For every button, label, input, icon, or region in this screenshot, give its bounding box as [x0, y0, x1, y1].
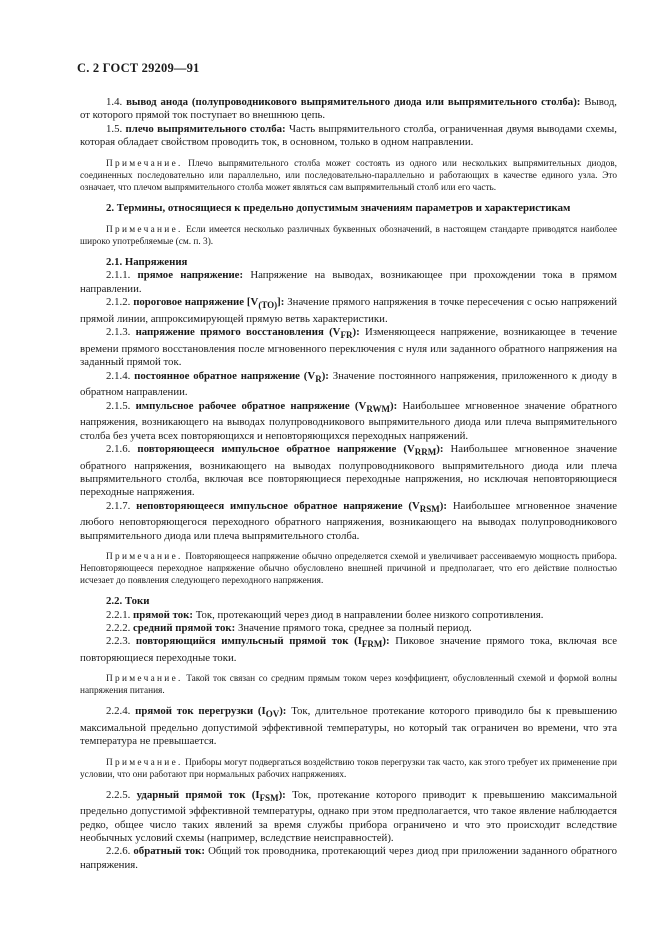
term — [137, 442, 444, 458]
definition: Значение прямого тока, среднее за полный период. — [237, 621, 472, 634]
item-number: 2.2.6. — [106, 845, 131, 858]
term — [135, 705, 287, 720]
item-number: 2.1.2. — [106, 296, 131, 309]
note-5 — [80, 757, 617, 781]
section-2-heading: 2. Термины, относящиеся к предельно допустимым значениям параметров и характеристикам — [106, 201, 571, 214]
term-end: ): — [436, 442, 444, 455]
note-label: Примечание. — [106, 158, 183, 169]
note-text: Приборы могут подвергаться воздействию токов перегрузки так часто, как этого требует их применение при условии, что они работают при нормальных рабочих напряжениях. — [80, 757, 617, 780]
definition: Наибольшее мгновенное значение обратного напряжения, возникающего на выводах полупроводникового выпрямительного диода или плеча выпрямительного столба без учета всех повторяющихся и неповторяющихся переходных напряжений. — [80, 399, 618, 442]
item-2-1-4 — [80, 370, 617, 400]
term — [136, 400, 398, 412]
note-text: Плечо выпрямительного столба может состоять из одного или нескольких выпрямительных диодов, соединенных последовательно или параллельно, или последовательно-параллельно и работающих в качестве единого узла. Это означает, что плечом выпрямительного столба может являться сам выпрямительный столб или его часть. — [80, 158, 617, 193]
definition: Общий ток проводника, протекающий через диод при приложении заданного обратного напряжения. — [80, 845, 617, 871]
item-number: 2.1.3. — [106, 326, 131, 339]
term-subscript: RRM — [414, 447, 437, 458]
term-subscript: RWM — [366, 403, 390, 414]
note-2 — [80, 224, 617, 248]
note-label: Примечание. — [106, 674, 183, 685]
term — [137, 789, 286, 801]
term-text: напряжение прямого восстановления (V — [135, 326, 341, 339]
item-2-2-3 — [80, 635, 617, 665]
item-number: 2.1.7. — [106, 499, 131, 512]
term-subscript: RSM — [419, 503, 440, 514]
term-text: повторяющееся импульсное обратное напряжение (V — [137, 442, 415, 455]
term-end: ): — [279, 705, 287, 718]
item-number: 2.1.1. — [106, 269, 131, 282]
item-number: 2.2.4. — [106, 705, 131, 718]
item-2-2-2 — [80, 622, 617, 635]
term — [134, 370, 329, 382]
definition: Пиковое значение прямого тока, включая все повторяющиеся переходные токи. — [80, 635, 618, 664]
term-subscript: R — [315, 373, 322, 384]
note-label: Примечание. — [106, 757, 183, 768]
definition: Наибольшее мгновенное значение обратного напряжения, возникающего на выводах полупроводникового выпрямительного диода или плеча выпрямительного столба, включая все повторяющиеся переходные напряжения, но исключая неповторяющиеся переходные напряжения. — [80, 442, 618, 499]
term-end: ): — [382, 635, 390, 648]
term-subscript: FRM — [361, 639, 383, 650]
note-text: Если имеется несколько различных буквенных обозначений, в настоящем стандарте приводятся наиболее широко употребляемые (см. п. 3). — [80, 225, 617, 248]
term-text: постоянное обратное напряжение (V — [134, 369, 316, 382]
term-subscript: (TO) — [258, 300, 278, 311]
term-subscript: FR — [340, 330, 353, 341]
item-2-2-4 — [80, 705, 617, 748]
term-text: повторяющийся импульсный прямой ток (I — [135, 635, 362, 648]
page-header: С. 2 ГОСТ 29209—91 — [77, 61, 200, 75]
term-subscript: FSM — [259, 792, 279, 803]
item-number: 1.5. — [106, 122, 123, 135]
term-text: прямой ток перегрузки (I — [135, 705, 266, 718]
term: плечо выпрямительного столба: — [125, 122, 286, 135]
item-number: 2.1.5. — [106, 399, 131, 412]
term-end: ): — [439, 499, 447, 512]
item-number: 2.1.6. — [106, 442, 131, 455]
document-body — [80, 96, 617, 872]
item-number: 1.4. — [106, 96, 123, 108]
definition: Ток, длительное протекание которого приводило бы к превышению максимальной предельно допустимой эффективной температуры, но который так ограничен во времени, что эта температура не превышается. — [80, 705, 618, 748]
note-3 — [80, 551, 617, 587]
term-text: импульсное рабочее обратное напряжение (V — [135, 399, 367, 412]
item-2-1-7 — [80, 500, 617, 543]
term: прямой ток: — [133, 608, 193, 621]
note-1 — [80, 158, 617, 194]
subsection-2-2-heading: 2.2. Токи — [106, 595, 150, 608]
item-number: 2.2.2. — [106, 621, 131, 634]
term — [133, 296, 285, 311]
definition: Значение постоянного напряжения, приложенного к диоду в обратном направлении. — [80, 369, 617, 399]
subsection-2-1-heading: 2.1. Напряжения — [106, 256, 188, 269]
item-number: 2.2.3. — [106, 635, 131, 648]
item-2-2-5 — [80, 789, 617, 846]
term-end: ): — [321, 369, 329, 382]
definition: Напряжение на выводах, возникающее при прохождении тока в прямом направлении. — [80, 269, 618, 295]
note-text: Повторяющееся напряжение обычно определяется схемой и увеличивает рассеиваемую мощность прибора. Неповторяющееся переходное напряжение обычно обусловлено внешней причиной и предполагает, что его действие полностью исчезает до появления следующего переходного напряжения. — [80, 552, 617, 587]
definition: Ток, протекание которого приводит к превышению максимальной предельно допустимой эффективной температуры, однако при этом предполагается, что такое явление наблюдается редко, общее число таких явлений за время службы прибора ограничено и что это происходит вследствие необычных условий схемы (например, вследствие неисправностей). — [80, 788, 618, 845]
item-2-1-6 — [80, 443, 617, 500]
item-2-2-1 — [80, 609, 617, 622]
term-end: ): — [390, 399, 398, 412]
note-text: Такой ток связан со средним прямым током через коэффициент, обусловленный схемой и формой волны напряжения питания. — [80, 674, 617, 697]
item-number: 2.1.4. — [106, 369, 131, 382]
term — [136, 500, 447, 512]
item-2-1-2 — [80, 296, 617, 326]
term — [135, 326, 360, 341]
note-label: Примечание. — [106, 225, 183, 236]
note-4 — [80, 673, 617, 697]
term: прямое напряжение: — [137, 269, 244, 282]
term-text: пороговое напряжение [V — [133, 296, 259, 309]
term-end: ): — [278, 788, 286, 801]
definition: Значение прямого напряжения в точке пересечения с осью напряжений прямой линии, аппроксимирующей прямую ветвь характеристики. — [80, 296, 618, 325]
item-1-4 — [80, 96, 617, 123]
definition: Часть выпрямительного столба, ограниченная двумя выводами схемы, которая обладает свойством проводить ток, в основном, только в одном направлении. — [80, 122, 618, 149]
item-number: 2.2.1. — [106, 608, 131, 621]
definition: Вывод, от которого прямой ток поступает во внешнюю цепь. — [80, 96, 618, 122]
note-label: Примечание. — [106, 552, 183, 563]
term: средний прямой ток: — [133, 621, 236, 634]
item-number: 2.2.5. — [106, 788, 131, 801]
term-text: неповторяющееся импульсное обратное напряжение (V — [136, 499, 420, 512]
term: обратный ток: — [133, 845, 205, 858]
definition: Наибольшее мгновенное значение любого неповторяющегося переходного обратного напряжения, возникающего на выводах полупроводникового выпрямительного диода или плеча выпрямительного столба. — [80, 499, 618, 542]
item-2-1-3 — [80, 326, 617, 369]
item-2-1-5 — [80, 400, 617, 443]
definition: Ток, протекающий через диод в направлении более низкого сопротивления. — [195, 608, 544, 621]
term-text: ударный прямой ток (I — [136, 788, 260, 801]
term-end: ): — [352, 326, 360, 339]
item-1-5 — [80, 123, 617, 150]
item-2-2-6 — [80, 845, 617, 872]
term — [135, 635, 390, 650]
definition: Изменяющееся напряжение, возникающее в течение времени прямого восстановления после мгновенного переключения с нуля или заданного обратного напряжения на заданный прямой ток. — [80, 326, 617, 369]
term: вывод анода (полупроводникового выпрямительного диода или выпрямительного столба): — [126, 96, 581, 108]
term-subscript: OV — [265, 709, 280, 720]
term-end: ]: — [277, 296, 285, 309]
item-2-1-1 — [80, 269, 617, 296]
